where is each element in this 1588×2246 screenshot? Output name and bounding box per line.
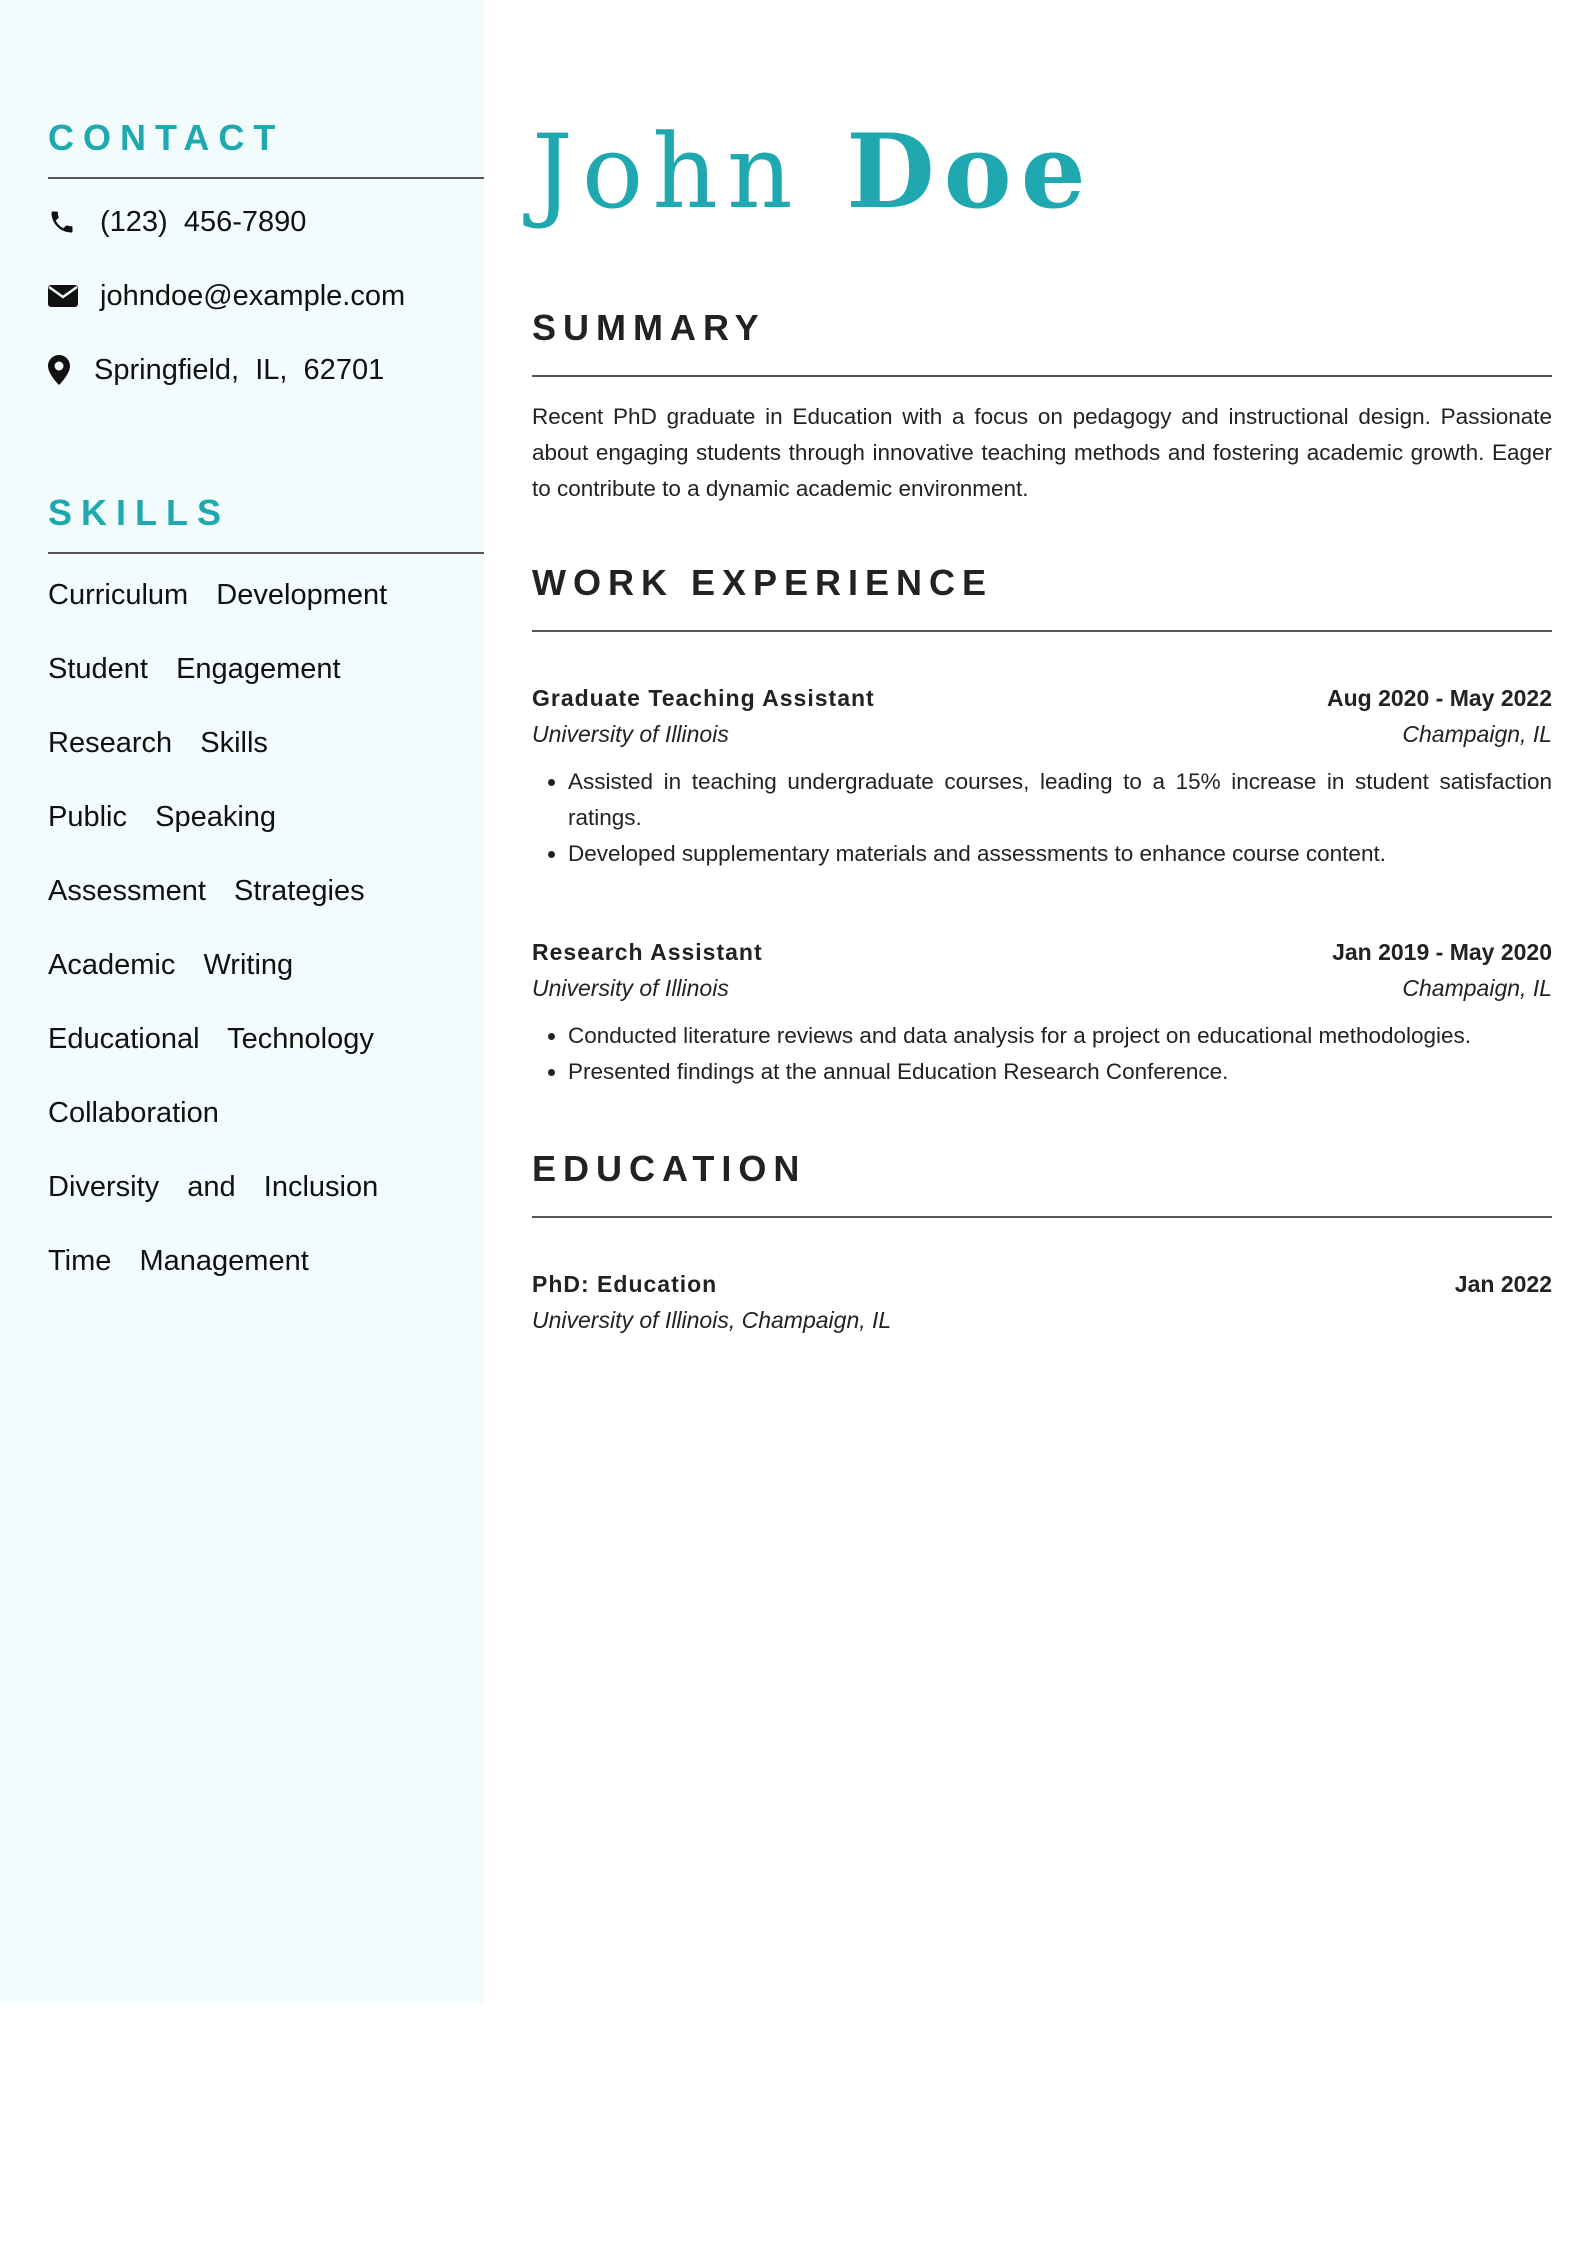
skills-list [48,558,484,1298]
email-link[interactable]: johndoe@example.com [100,279,406,312]
job-organization: University of Illinois [532,975,729,1001]
job-entry [532,934,1552,1090]
education-divider [532,1216,1552,1218]
job-title: Graduate Teaching Assistant [532,685,875,711]
contact-divider [48,177,484,179]
graduation-date: Jan 2022 [1454,1271,1552,1297]
skill-item: Research Skills [48,727,268,759]
skill-item: Time Management [48,1245,309,1277]
candidate-name [532,112,1095,233]
last-name: Doe [846,112,1095,232]
summary-divider [532,375,1552,377]
contact-location [48,333,484,407]
skill-item: Assessment Strategies [48,875,365,907]
skills-divider [48,552,484,554]
job-organization: University of Illinois [532,721,729,747]
phone-icon [48,208,100,236]
education-heading: EDUCATION [532,1148,807,1189]
map-pin-icon [48,355,94,385]
skill-item: Public Speaking [48,801,277,833]
first-name: John [532,113,802,232]
job-bullet: • Developed supplementary materials and assessments to enhance course content. [568,836,1552,872]
education-entry [532,1266,1552,1338]
skill-item: Curriculum Development [48,579,388,611]
education-section [532,1146,1552,1338]
sidebar [0,0,484,2003]
job-location: Champaign, IL [1402,721,1552,747]
job-bullet: • Assisted in teaching undergraduate courses, leading to a 15% increase in student satisfaction ratings. [568,764,1552,836]
job-bullet: • Presented findings at the annual Education Research Conference. [568,1054,1552,1090]
job-dates: Jan 2019 - May 2020 [1332,939,1552,965]
job-entry [532,680,1552,872]
contact-section [48,115,484,407]
skill-item: Diversity and Inclusion [48,1171,379,1203]
contact-heading: CONTACT [48,117,285,158]
envelope-icon [48,284,100,308]
work-experience-divider [532,630,1552,632]
skill-item: Student Engagement [48,653,341,685]
skills-heading: SKILLS [48,492,231,533]
summary-text: Recent PhD graduate in Education with a focus on pedagogy and instructional design. Passionate about engaging students through innovative teaching methods and fostering academic growth. Eager to contribute to a dynamic academic environment. [532,404,1552,501]
job-location: Champaign, IL [1402,975,1552,1001]
job-bullets [532,1018,1552,1090]
degree: PhD: Education [532,1271,718,1297]
job-title: Research Assistant [532,939,763,965]
location-text: Springfield, IL, 62701 [94,353,385,386]
contact-email [48,259,484,333]
school: University of Illinois, Champaign, IL [532,1307,892,1333]
contact-phone [48,185,484,259]
summary-section [532,305,1552,507]
job-bullet: • Conducted literature reviews and data analysis for a project on educational methodologies. [568,1018,1552,1054]
work-experience-heading: WORK EXPERIENCE [532,562,994,603]
summary-heading: SUMMARY [532,307,766,348]
contact-list [48,185,484,407]
skill-item: Academic Writing [48,949,294,981]
job-bullets [532,764,1552,872]
phone-link[interactable]: (123) 456-7890 [100,205,307,238]
skills-section [48,490,484,1298]
skill-item: Collaboration [48,1097,219,1129]
work-experience-section [532,560,1552,1090]
skill-item: Educational Technology [48,1023,374,1055]
job-dates: Aug 2020 - May 2022 [1326,685,1552,711]
